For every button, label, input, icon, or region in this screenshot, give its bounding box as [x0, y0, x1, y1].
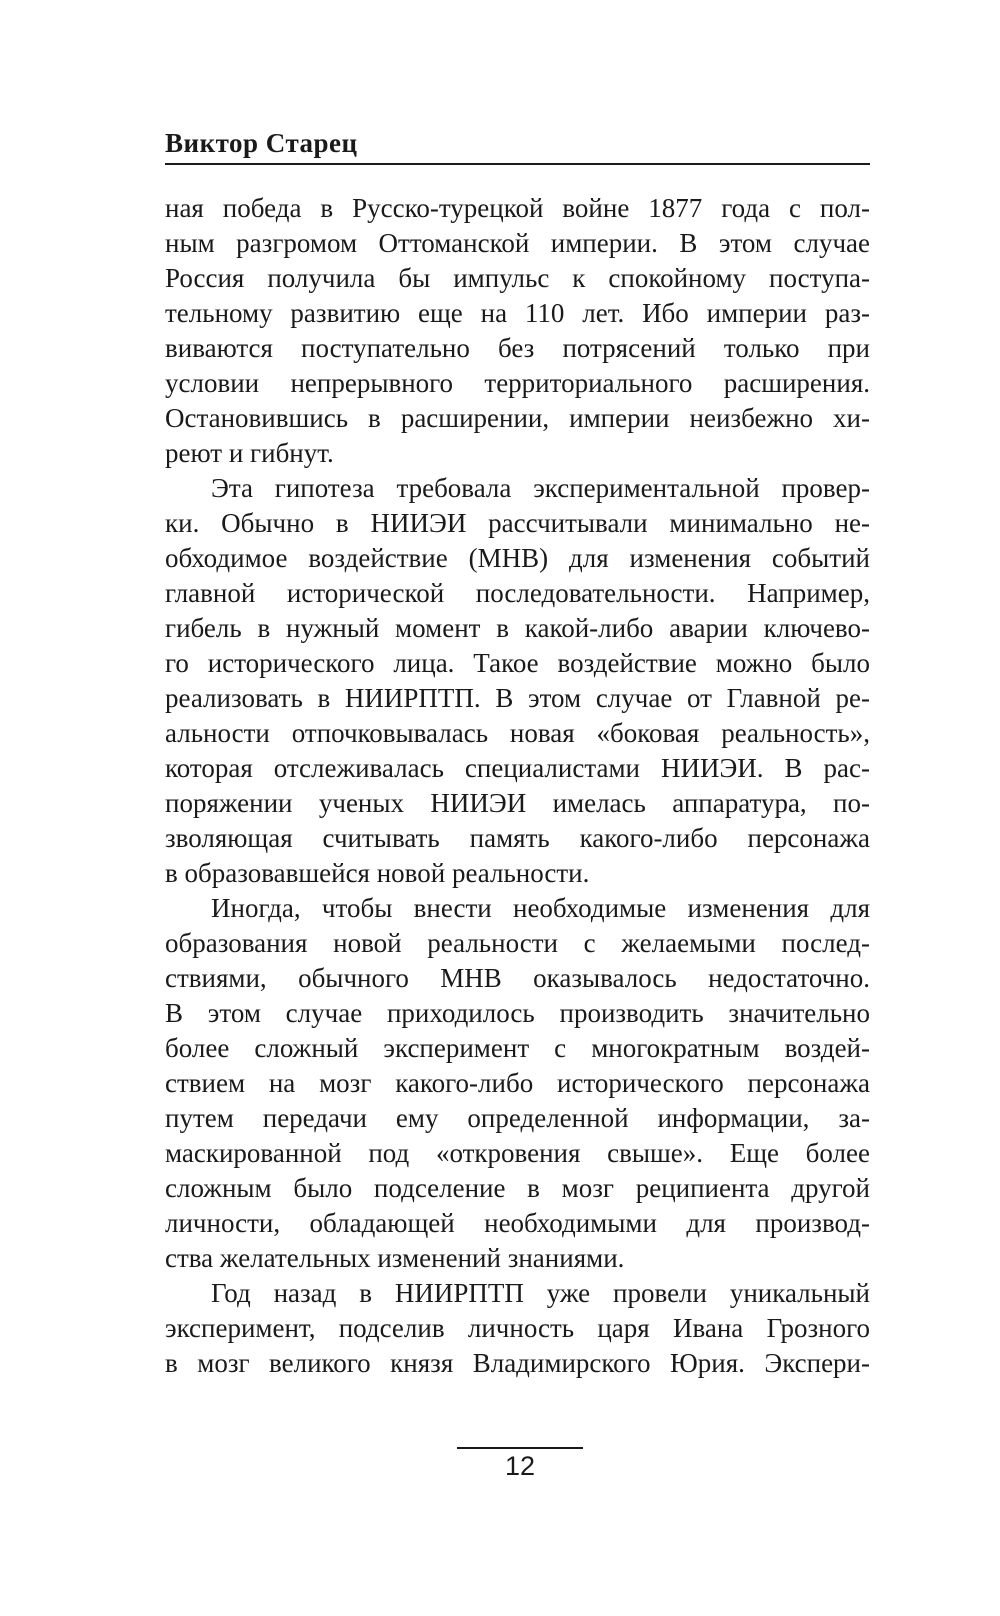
text-line: ства желательных изменений знаниями. — [165, 1243, 625, 1273]
text-line: реализовать в НИИРПТП. В этом случае от Главной ре- — [165, 683, 870, 713]
text-line: реют и гибнут. — [165, 438, 334, 468]
text-line: тельному развитию еще на 110 лет. Ибо империи раз- — [165, 298, 870, 328]
text-line: главной исторической последовательности. Например, — [165, 578, 870, 608]
header-divider — [165, 163, 870, 165]
page-number: 12 — [504, 1451, 536, 1481]
text-line: ная победа в Русско-турецкой войне 1877 года с пол- — [165, 193, 870, 223]
text-line: более сложный эксперимент с многократным воздей- — [165, 1033, 870, 1063]
text-line: эксперимент, подселив личность царя Ивана Грозного — [165, 1313, 870, 1343]
text-line: в мозг великого князя Владимирского Юрия. Экспери- — [165, 1348, 870, 1378]
text-line: личности, обладающей необходимыми для производ- — [165, 1208, 870, 1238]
text-line: зволяющая считывать память какого-либо персонажа — [165, 823, 870, 853]
text-line: ным разгромом Оттоманской империи. В этом случае — [165, 228, 870, 258]
text-line: условии непрерывного территориального расширения. — [165, 368, 870, 398]
text-line: которая отслеживалась специалистами НИИЭИ. В рас- — [165, 753, 870, 783]
text-line: го исторического лица. Такое воздействие можно было — [165, 648, 870, 678]
text-line: Остановившись в расширении, империи неизбежно хи- — [165, 403, 870, 433]
text-line: ствиями, обычного МНВ оказывалось недостаточно. — [165, 963, 870, 993]
running-header-author: Виктор Старец — [165, 128, 358, 158]
text-line: поряжении ученых НИИЭИ имелась аппаратура, по- — [165, 788, 870, 818]
paragraph-first-line: Иногда, чтобы внести необходимые изменения для — [211, 893, 870, 923]
text-line: виваются поступательно без потрясений только при — [165, 333, 870, 363]
paragraph-first-line: Эта гипотеза требовала экспериментальной провер- — [211, 473, 870, 503]
text-line: сложным было подселение в мозг реципиента другой — [165, 1173, 870, 1203]
text-line: альности отпочковывалась новая «боковая реальность», — [165, 718, 870, 748]
text-line: маскированной под «откровения свыше». Еще более — [165, 1138, 870, 1168]
text-line: Россия получила бы импульс к спокойному поступа- — [165, 263, 870, 293]
text-line: образования новой реальности с желаемыми послед- — [165, 928, 870, 958]
text-line: ки. Обычно в НИИЭИ рассчитывали минимально не- — [165, 508, 870, 538]
text-line: В этом случае приходилось производить значительно — [165, 998, 870, 1028]
text-line: обходимое воздействие (МНВ) для изменения событий — [165, 543, 870, 573]
paragraph-first-line: Год назад в НИИРПТП уже провели уникальный — [211, 1278, 870, 1308]
text-line: путем передачи ему определенной информации, за- — [165, 1103, 870, 1133]
text-line: гибель в нужный момент в какой-либо аварии ключево- — [165, 613, 870, 643]
text-line: в образовавшейся новой реальности. — [165, 858, 590, 888]
text-line: ствием на мозг какого-либо исторического персонажа — [165, 1068, 870, 1098]
